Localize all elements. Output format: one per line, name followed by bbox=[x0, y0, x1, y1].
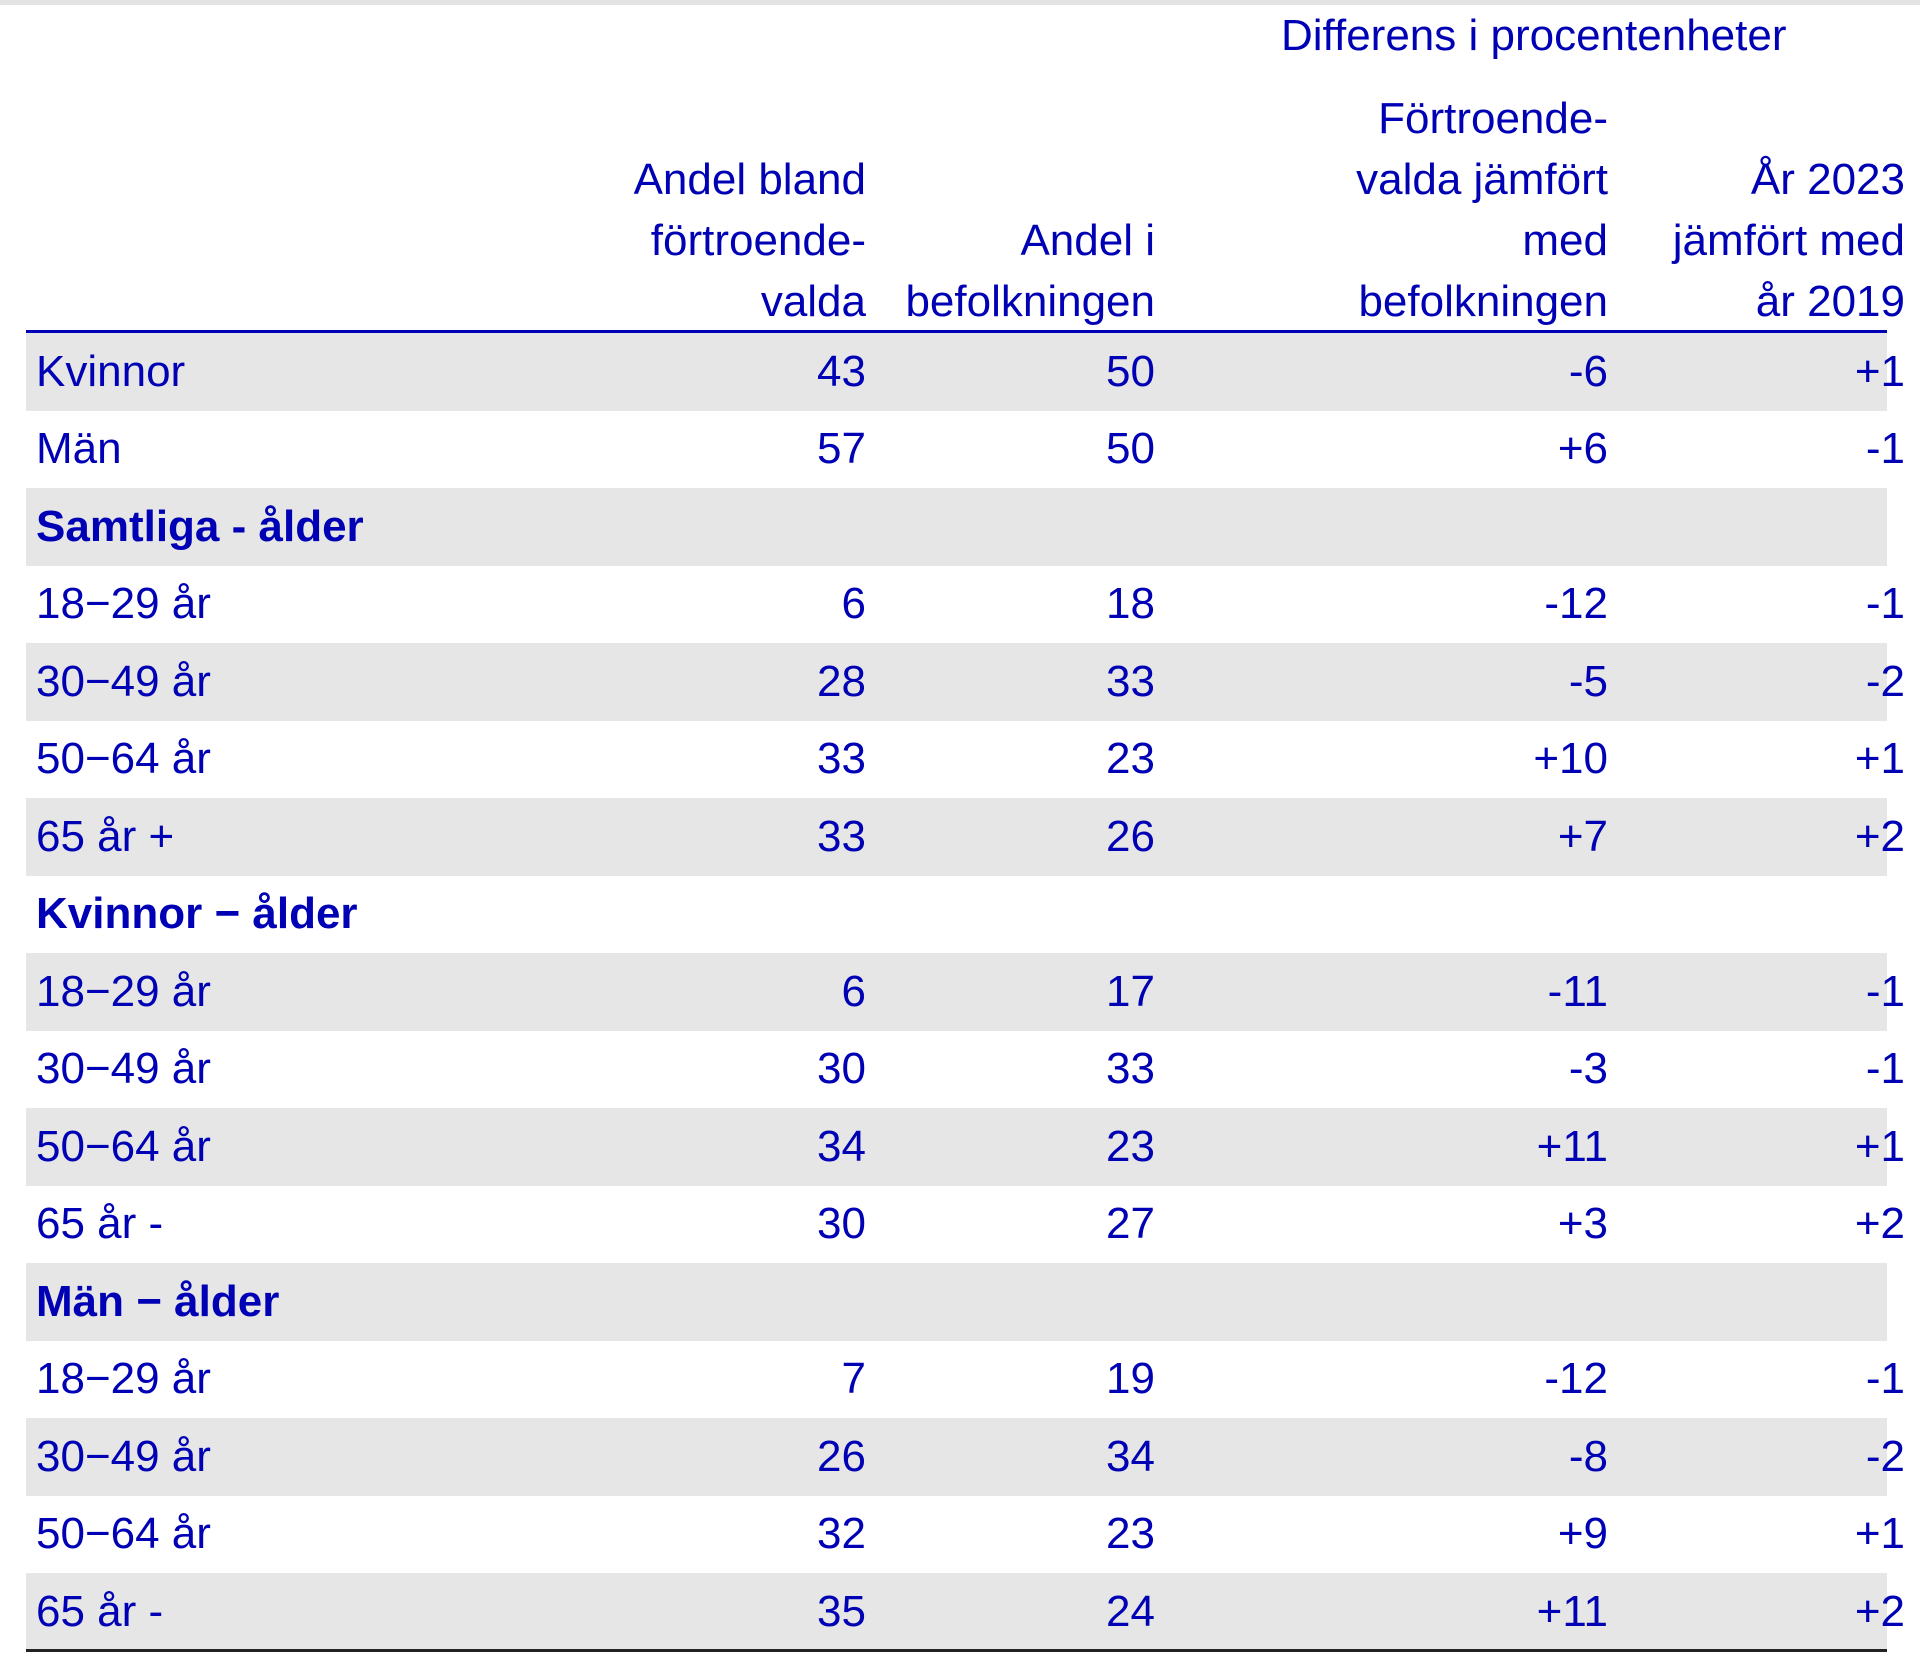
table-row bbox=[26, 1573, 1905, 1651]
table-cell: 23 bbox=[1106, 1121, 1155, 1171]
table-row bbox=[26, 411, 1905, 489]
table-cell: +2 bbox=[1854, 1586, 1905, 1636]
table-row bbox=[26, 1418, 1905, 1496]
table-cell: -5 bbox=[1568, 656, 1608, 706]
table-cell: 33 bbox=[817, 811, 866, 861]
table-cell: +6 bbox=[1557, 424, 1608, 474]
section-header-row bbox=[26, 488, 1887, 566]
table-cell: -1 bbox=[1865, 424, 1905, 474]
table-cell bbox=[1608, 1263, 1905, 1341]
super-header: Differens i procentenheter bbox=[1281, 11, 1787, 60]
table-cell: 50 bbox=[1106, 346, 1155, 396]
column-header-share-population: Andel i befolkningen bbox=[905, 216, 1155, 326]
row-label: 65 år + bbox=[36, 811, 175, 861]
table-cell: 30 bbox=[817, 1044, 866, 1094]
table-cell: 18 bbox=[1106, 579, 1155, 629]
table-cell: -1 bbox=[1865, 579, 1905, 629]
section-label: Kvinnor − ålder bbox=[36, 889, 358, 939]
row-label: 65 år - bbox=[36, 1586, 164, 1636]
column-header-share-elected: Andel bland förtroende- valda bbox=[633, 155, 866, 326]
row-label: 50−64 år bbox=[36, 1121, 211, 1171]
table-cell: 6 bbox=[841, 579, 866, 629]
table-row bbox=[26, 566, 1905, 644]
table-cell: 43 bbox=[817, 346, 866, 396]
table-cell: +11 bbox=[1536, 1121, 1608, 1171]
row-label: 18−29 år bbox=[36, 579, 211, 629]
table-cell: 7 bbox=[841, 1354, 866, 1404]
table-row bbox=[26, 1031, 1905, 1109]
table-cell: 33 bbox=[1106, 1044, 1155, 1094]
table-cell bbox=[1155, 488, 1608, 566]
table-cell: +1 bbox=[1854, 1509, 1905, 1559]
table-cell: 32 bbox=[817, 1509, 866, 1559]
bottom-rule bbox=[26, 1649, 1887, 1652]
table-row bbox=[26, 1496, 1905, 1574]
row-label: 18−29 år bbox=[36, 1354, 211, 1404]
top-border bbox=[0, 0, 1920, 5]
table-cell bbox=[1155, 876, 1608, 954]
row-label: Män bbox=[36, 424, 122, 474]
table-row bbox=[26, 1186, 1905, 1264]
table-cell: +1 bbox=[1854, 734, 1905, 784]
table-cell: -1 bbox=[1865, 1354, 1905, 1404]
row-label: 30−49 år bbox=[36, 1044, 211, 1094]
row-label: 65 år - bbox=[36, 1199, 164, 1249]
table-row bbox=[26, 333, 1905, 411]
table-body bbox=[26, 333, 1905, 1651]
row-label: 50−64 år bbox=[36, 734, 211, 784]
table-cell bbox=[866, 876, 1155, 954]
table-cell: +9 bbox=[1557, 1509, 1608, 1559]
table-cell: -6 bbox=[1568, 346, 1608, 396]
table-row bbox=[26, 721, 1905, 799]
table-cell: 26 bbox=[817, 1431, 866, 1481]
table-row bbox=[26, 1341, 1905, 1419]
table-cell: 17 bbox=[1106, 966, 1155, 1016]
table-cell: 23 bbox=[1106, 1509, 1155, 1559]
table-cell: -2 bbox=[1865, 1431, 1905, 1481]
table-cell: 34 bbox=[817, 1121, 866, 1171]
table-cell: 35 bbox=[817, 1586, 866, 1636]
table-cell: 50 bbox=[1106, 424, 1155, 474]
row-label: 30−49 år bbox=[36, 656, 211, 706]
column-header-diff-population: Förtroende- valda jämfört med befolkningen bbox=[1356, 94, 1608, 326]
table-cell bbox=[466, 1263, 866, 1341]
table-cell: 33 bbox=[1106, 656, 1155, 706]
section-label: Samtliga - ålder bbox=[36, 501, 364, 551]
table-row bbox=[26, 953, 1905, 1031]
row-label: 30−49 år bbox=[36, 1431, 211, 1481]
column-header-diff-year: År 2023 jämfört med år 2019 bbox=[1672, 155, 1905, 326]
table-cell: 30 bbox=[817, 1199, 866, 1249]
table-cell: +7 bbox=[1557, 811, 1608, 861]
table-cell bbox=[1608, 876, 1905, 954]
table-cell: -12 bbox=[1544, 579, 1608, 629]
table-cell: 23 bbox=[1106, 734, 1155, 784]
table-cell: 57 bbox=[817, 424, 866, 474]
table-cell: +1 bbox=[1854, 346, 1905, 396]
table-cell: +2 bbox=[1854, 1199, 1905, 1249]
table-cell: 24 bbox=[1106, 1586, 1155, 1636]
table-cell bbox=[1155, 1263, 1608, 1341]
table-cell bbox=[866, 488, 1155, 566]
table-row bbox=[26, 643, 1905, 721]
table-cell: +1 bbox=[1854, 1121, 1905, 1171]
row-label: Kvinnor bbox=[36, 346, 186, 396]
section-label: Män − ålder bbox=[36, 1276, 280, 1326]
table-row bbox=[26, 1108, 1905, 1186]
section-header-row bbox=[26, 1263, 1887, 1341]
table-cell: +3 bbox=[1557, 1199, 1608, 1249]
table-cell: -3 bbox=[1568, 1044, 1608, 1094]
table-cell: -11 bbox=[1547, 966, 1608, 1016]
table-row bbox=[26, 798, 1905, 876]
table-cell bbox=[866, 1263, 1155, 1341]
table-cell: +11 bbox=[1536, 1586, 1608, 1636]
table-cell bbox=[466, 488, 866, 566]
table-cell: 27 bbox=[1106, 1199, 1155, 1249]
table-cell: 34 bbox=[1106, 1431, 1155, 1481]
table-cell: -2 bbox=[1865, 656, 1905, 706]
table-cell: +10 bbox=[1533, 734, 1608, 784]
table-cell: 26 bbox=[1106, 811, 1155, 861]
table-cell: -12 bbox=[1544, 1354, 1608, 1404]
table-cell: -1 bbox=[1865, 1044, 1905, 1094]
table-cell: -1 bbox=[1865, 966, 1905, 1016]
table-cell: +2 bbox=[1854, 811, 1905, 861]
section-header-row bbox=[26, 876, 1887, 954]
table-cell bbox=[1608, 488, 1905, 566]
table-cell bbox=[466, 876, 866, 954]
table-cell: 28 bbox=[817, 656, 866, 706]
table-cell: 33 bbox=[817, 734, 866, 784]
table-cell: 6 bbox=[841, 966, 866, 1016]
row-label: 18−29 år bbox=[36, 966, 211, 1016]
row-label: 50−64 år bbox=[36, 1509, 211, 1559]
table-cell: -8 bbox=[1568, 1431, 1608, 1481]
table-cell: 19 bbox=[1106, 1354, 1155, 1404]
